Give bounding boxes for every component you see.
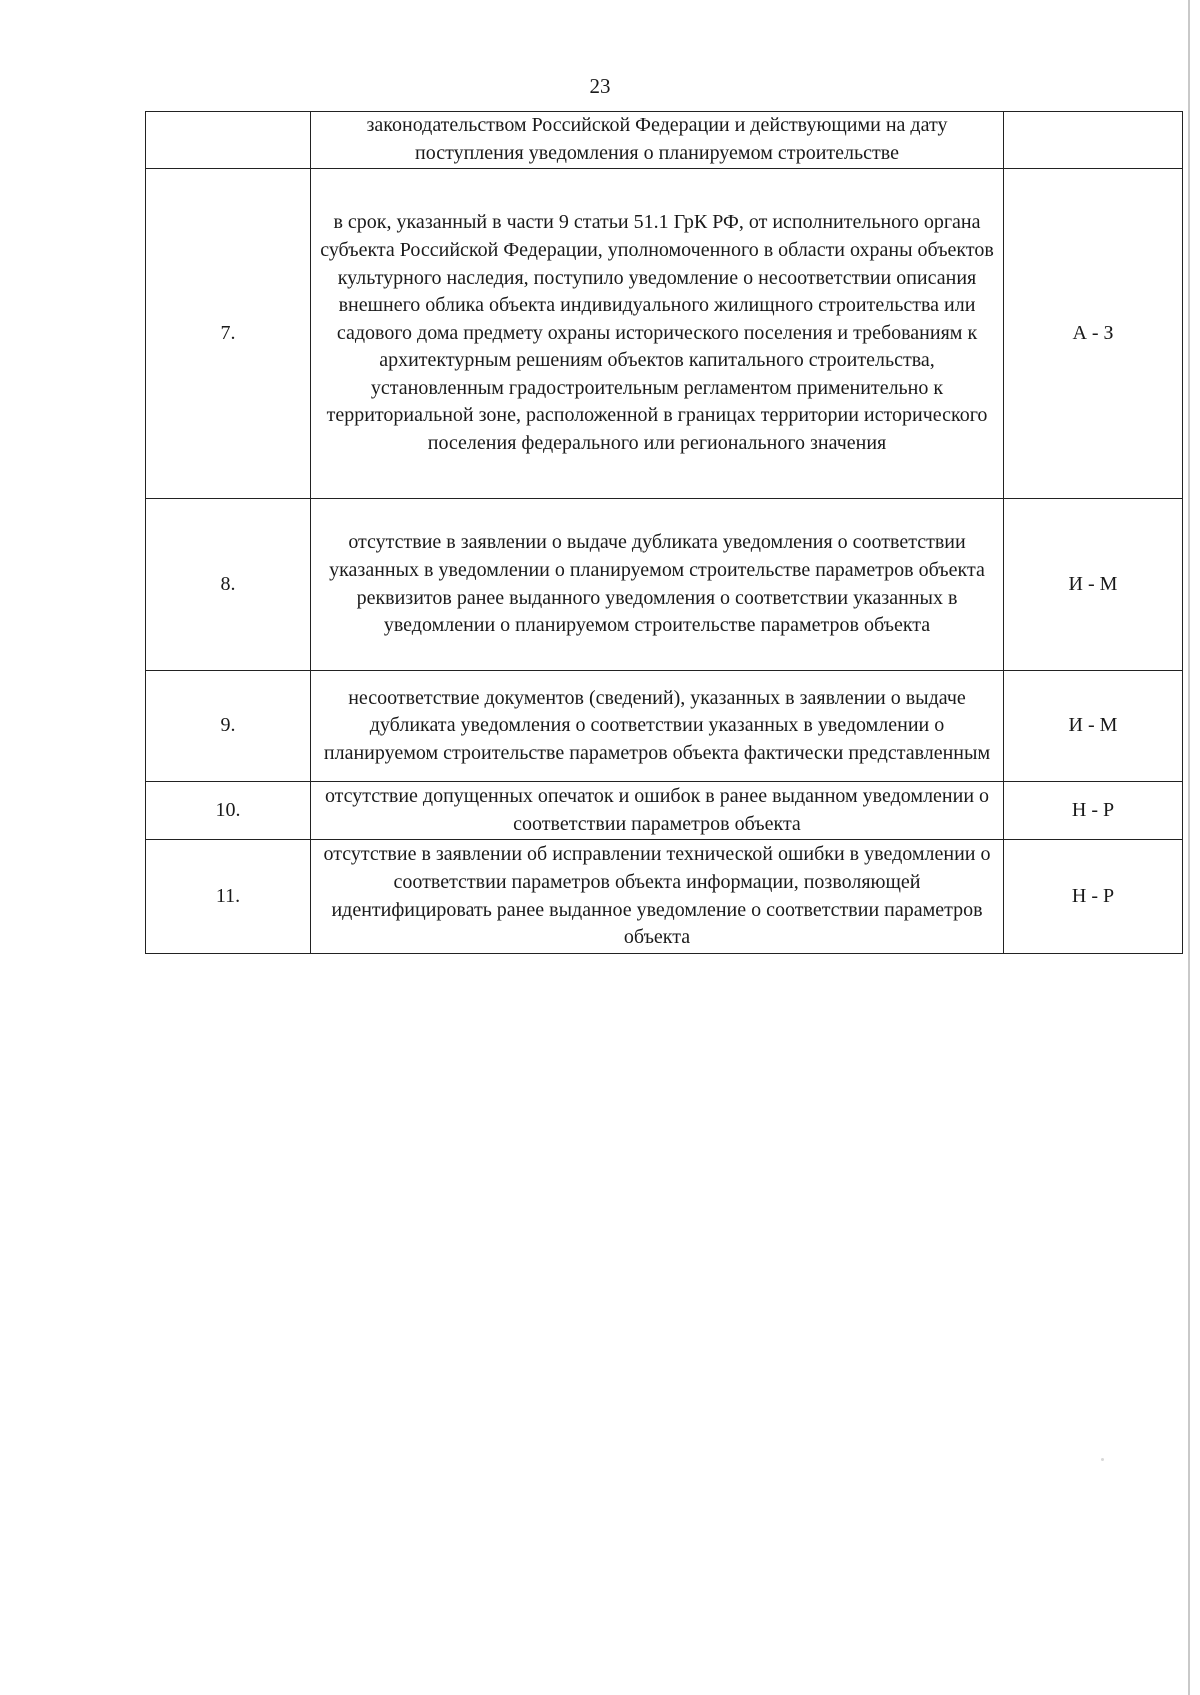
- row-code: И - М: [1004, 671, 1183, 782]
- row-code: А - З: [1004, 169, 1183, 499]
- row-number: 8.: [146, 499, 311, 671]
- table-row: [146, 671, 1183, 782]
- row-number: 9.: [146, 671, 311, 782]
- page-number: 23: [589, 74, 611, 98]
- row-code: И - М: [1004, 499, 1183, 671]
- table-row: [146, 169, 1183, 499]
- row-text: несоответствие документов (сведений), указанных в заявлении о выдаче дубликата уведомления о соответствии указанных в уведомлении о планируемом строительстве параметров объекта фактически представленным: [311, 671, 1004, 782]
- row-code: Н - Р: [1004, 840, 1183, 954]
- conditions-table: [145, 111, 1183, 954]
- row-number: 10.: [146, 782, 311, 840]
- row-text: отсутствие в заявлении об исправлении технической ошибки в уведомлении о соответствии параметров объекта информации, позволяющей идентифицировать ранее выданное уведомление о соответствии параметров объекта: [311, 840, 1004, 954]
- table-row: [146, 840, 1183, 954]
- row-number: 7.: [146, 169, 311, 499]
- scan-speck: [1101, 1458, 1104, 1461]
- row-number: 11.: [146, 840, 311, 954]
- table-row: [146, 782, 1183, 840]
- scan-edge-line: [1188, 0, 1190, 1695]
- row-code: [1004, 112, 1183, 169]
- row-text: отсутствие допущенных опечаток и ошибок в ранее выданном уведомлении о соответствии параметров объекта: [311, 782, 1004, 840]
- row-number: [146, 112, 311, 169]
- row-text: законодательством Российской Федерации и действующими на дату поступления уведомления о планируемом строительстве: [311, 112, 1004, 169]
- table-row: [146, 112, 1183, 169]
- table-row: [146, 499, 1183, 671]
- row-text: отсутствие в заявлении о выдаче дубликата уведомления о соответствии указанных в уведомлении о планируемом строительстве параметров объекта реквизитов ранее выданного уведомления о соответствии указанных в уведомлении о планируемом строительстве параметров объекта: [311, 499, 1004, 671]
- row-code: Н - Р: [1004, 782, 1183, 840]
- row-text: в срок, указанный в части 9 статьи 51.1 ГрК РФ, от исполнительного органа субъекта Российской Федерации, уполномоченного в области охраны объектов культурного наследия, поступило уведомление о несоответствии описания внешнего облика объекта индивидуального жилищного строительства или садового дома предмету охраны исторического поселения и требованиям к архитектурным решениям объектов капитального строительства, установленным градостроительным регламентом применительно к территориальной зоне, расположенной в границах территории исторического поселения федерального или регионального значения: [311, 169, 1004, 499]
- table-body: [146, 112, 1183, 954]
